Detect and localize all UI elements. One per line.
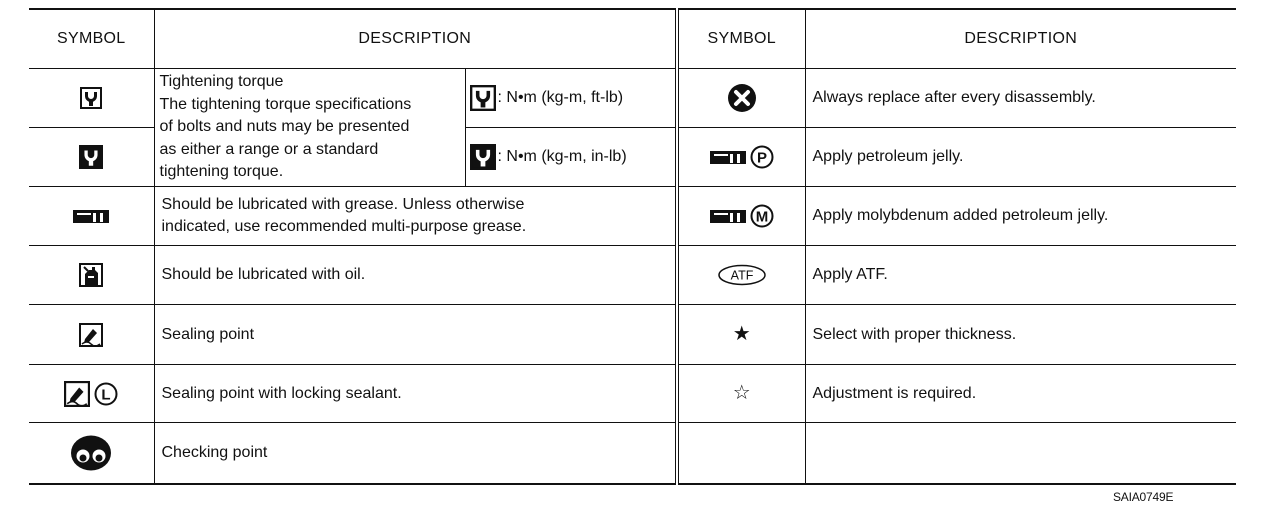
replace-icon-cell [677,69,805,128]
left-symbol-header: SYMBOL [29,9,154,69]
oil-can-icon [79,263,103,287]
atf-description: Apply ATF. [805,246,1236,305]
grease-gun-icon [710,148,746,166]
header-row [29,9,1236,69]
torque-line: Tightening torque [159,73,284,91]
table-row [29,246,1236,305]
checking-point-eyes-icon [70,434,112,472]
locking-letter: L [101,386,112,403]
torque-description [154,69,465,187]
empty-symbol-cell [677,423,805,484]
symbol-table [29,8,1236,485]
torque-unit-inlb-cell [465,128,677,187]
atf-label: ATF [730,268,754,283]
star-outline-icon: ☆ [732,381,751,404]
petroleum-description: Apply petroleum jelly. [805,128,1236,187]
left-description-header: DESCRIPTION [154,9,677,69]
grease-gun-icon [73,207,109,225]
torque-wrench-inlb-icon [79,145,103,169]
oil-icon-cell [29,246,154,305]
right-symbol-header: SYMBOL [677,9,805,69]
sealing-point-icon [79,323,103,347]
table-row [29,69,1236,128]
grease-icon-cell [29,187,154,246]
sealing-icon-cell [29,305,154,365]
atf-icon-cell [677,246,805,305]
petroleum-letter: P [756,149,767,167]
checking-icon-cell [29,423,154,484]
atf-oval-icon [718,264,766,286]
thickness-description: Select with proper thickness. [805,305,1236,365]
sealing-locking-description: Sealing point with locking sealant. [154,365,677,423]
torque-unit-ftlb: : N•m (kg-m, ft-lb) [497,89,624,107]
sealing-point-icon [64,381,90,407]
petroleum-jelly-icon [750,145,774,169]
torque-unit-ftlb-cell [465,69,677,128]
torque-inlb-icon-cell [29,128,154,187]
grease-line: indicated, use recommended multi-purpose grease. [161,218,527,235]
torque-line: tightening torque. [159,163,284,181]
molybdenum-letter: M [755,208,769,226]
adjustment-icon-cell [677,365,805,423]
table-row [29,423,1236,484]
table-row [29,365,1236,423]
replace-x-icon [727,83,757,113]
torque-unit-inlb: : N•m (kg-m, in-lb) [497,148,627,166]
torque-wrench-small-icon [470,85,496,111]
grease-gun-icon [710,207,746,225]
oil-description: Should be lubricated with oil. [154,246,677,305]
torque-wrench-ftlb-icon [80,87,102,109]
torque-line: of bolts and nuts may be presented [159,118,410,136]
torque-line: The tightening torque specifications [159,95,412,113]
locking-sealant-icon [94,382,118,406]
star-filled-icon: ★ [732,322,751,345]
empty-description-cell [805,423,1236,484]
table-row [29,305,1236,365]
figure-code: SAIA0749E [1113,490,1174,504]
torque-wrench-small-filled-icon [470,144,496,170]
grease-line: Should be lubricated with grease. Unless otherwise [161,196,525,213]
sealing-description: Sealing point [154,305,677,365]
adjustment-description: Adjustment is required. [805,365,1236,423]
molybdenum-description: Apply molybdenum added petroleum jelly. [805,187,1236,246]
grease-description [154,187,677,246]
thickness-icon-cell [677,305,805,365]
checking-description: Checking point [154,423,677,484]
molybdenum-icon-cell [677,187,805,246]
molybdenum-icon [750,204,774,228]
table-row [29,187,1236,246]
torque-line: as either a range or a standard [159,140,379,158]
right-description-header: DESCRIPTION [805,9,1236,69]
sealing-locking-icon-cell [29,365,154,423]
replace-description: Always replace after every disassembly. [805,69,1236,128]
petroleum-icon-cell [677,128,805,187]
torque-ftlb-icon-cell [29,69,154,128]
